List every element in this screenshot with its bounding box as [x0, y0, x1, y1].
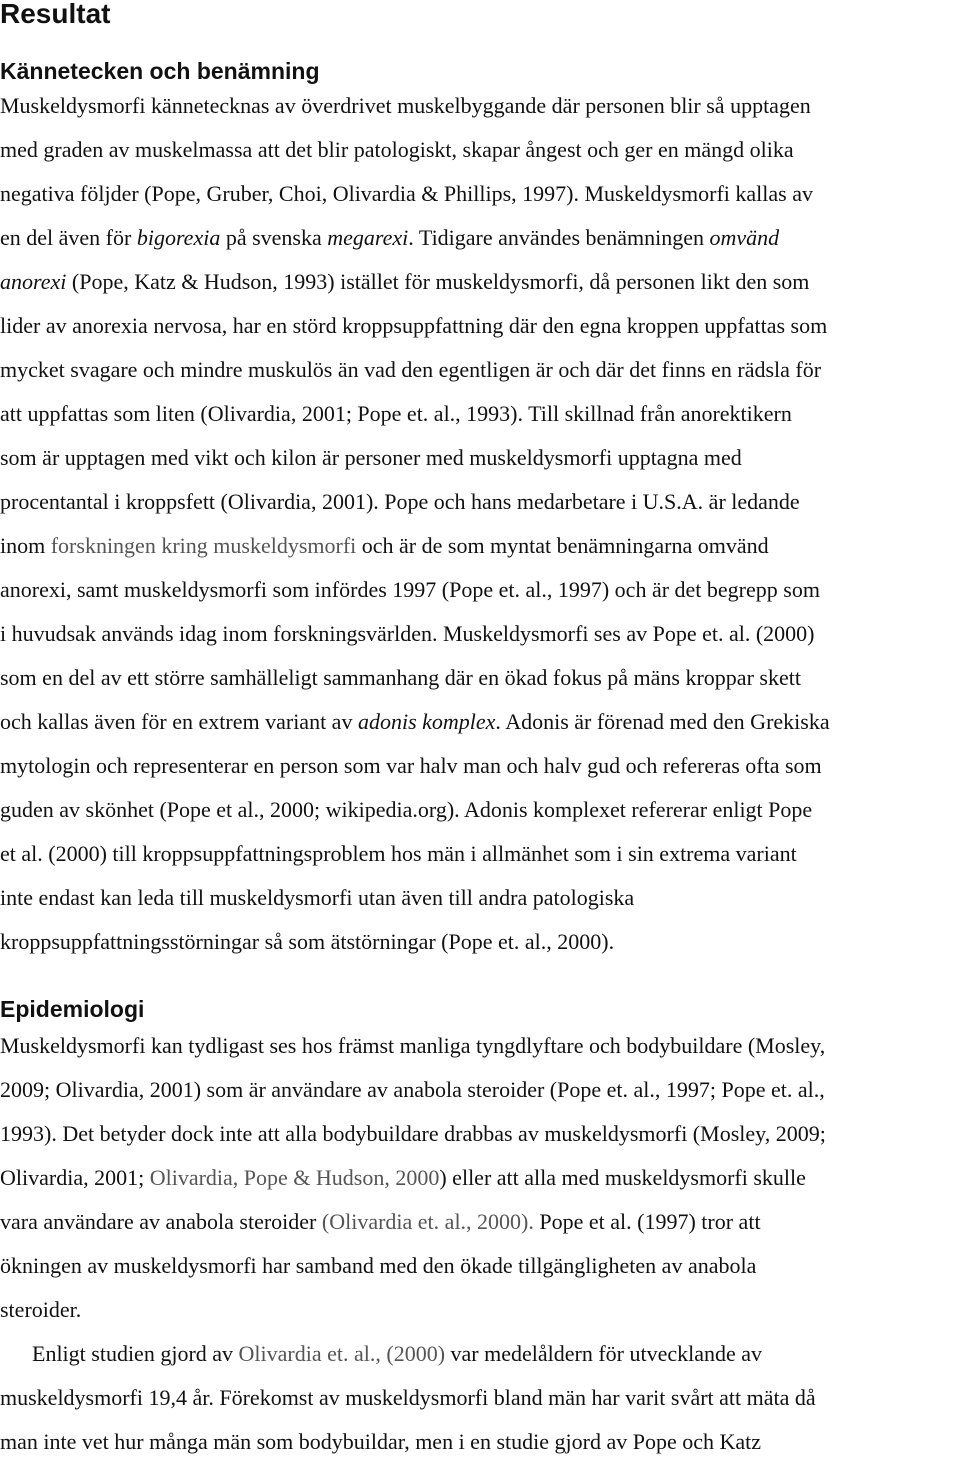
- text-line: [0, 1068, 960, 1112]
- text-line: [0, 1376, 960, 1420]
- text-line: [0, 1244, 960, 1288]
- citation-text: Olivardia, Pope & Hudson, 2000: [149, 1165, 440, 1190]
- text-line: [0, 1420, 960, 1464]
- text-line: [0, 480, 960, 524]
- text-run: att uppfattas som liten (Olivardia, 2001; Pope et. al., 1993). Till skillnad från anorektikern: [0, 401, 792, 426]
- page-title: Resultat: [0, 0, 111, 29]
- text-run: et al. (2000) till kroppsuppfattningsproblem hos män i allmänhet som i sin extrema variant: [0, 841, 797, 866]
- text-run: vara användare av anabola steroider: [0, 1209, 322, 1234]
- text-line: [0, 1200, 960, 1244]
- text-line: [0, 876, 960, 920]
- text-run: kroppsuppfattningsstörningar så som ätstörningar (Pope et. al., 2000).: [0, 929, 615, 954]
- text-run: och är de som myntat benämningarna omvänd: [356, 533, 769, 558]
- text-line: [0, 436, 960, 480]
- text-run: och kallas även för en extrem variant av: [0, 709, 358, 734]
- text-run: . Adonis är förenad med den Grekiska: [495, 709, 830, 734]
- italic-term: megarexi: [327, 225, 409, 250]
- text-run: som är upptagen med vikt och kilon är personer med muskeldysmorfi upptagna med: [0, 445, 742, 470]
- paragraph-epidemiologi: [0, 1024, 960, 1464]
- text-run: man inte vet hur många män som bodybuildar, men i en studie gjord av Pope och Katz: [0, 1429, 761, 1454]
- text-run: 1993). Det betyder dock inte att alla bodybuildare drabbas av muskeldysmorfi (Mosley, 2009;: [0, 1121, 826, 1146]
- text-run: . Tidigare användes benämningen: [408, 225, 710, 250]
- text-run: ) eller att alla med muskeldysmorfi skulle: [439, 1165, 806, 1190]
- section-heading-kannetecken: Kännetecken och benämning: [0, 58, 320, 84]
- text-run: (Pope, Katz & Hudson, 1993) istället för muskeldysmorfi, då personen likt den som: [66, 269, 810, 294]
- text-run: guden av skönhet (Pope et al., 2000; wikipedia.org). Adonis komplexet refererar enligt Pope: [0, 797, 813, 822]
- text-run: i huvudsak används idag inom forskningsvärlden. Muskeldysmorfi ses av Pope et. al. (2000): [0, 621, 815, 646]
- text-run: 2009; Olivardia, 2001) som är användare av anabola steroider (Pope et. al., 1997; Pope et. al.,: [0, 1077, 825, 1102]
- text-run: på svenska: [220, 225, 328, 250]
- text-line: [0, 744, 960, 788]
- text-run: anorexi, samt muskeldysmorfi som infördes 1997 (Pope et. al., 1997) och är det begrepp som: [0, 577, 820, 602]
- text-run: lider av anorexia nervosa, har en störd kroppsuppfattning där den egna kroppen uppfattas som: [0, 313, 828, 338]
- text-line: [0, 612, 960, 656]
- text-run: inte endast kan leda till muskeldysmorfi utan även till andra patologiska: [0, 885, 635, 910]
- text-run: mytologin och representerar en person som var halv man och halv gud och refereras ofta som: [0, 753, 822, 778]
- text-run: steroider.: [0, 1297, 82, 1322]
- text-run: en del även för: [0, 225, 137, 250]
- italic-term: bigorexia: [136, 225, 221, 250]
- section-heading-epidemiologi: Epidemiologi: [0, 996, 145, 1022]
- text-run: med graden av muskelmassa att det blir patologiskt, skapar ångest och ger en mängd olika: [0, 137, 794, 162]
- text-line: [0, 700, 960, 744]
- text-run: var medelåldern för utvecklande av: [445, 1341, 763, 1366]
- italic-term: adonis komplex: [357, 709, 496, 734]
- paragraph-kannetecken: [0, 84, 960, 964]
- text-line: [0, 920, 960, 964]
- text-line: [0, 172, 960, 216]
- italic-term: omvänd: [709, 225, 780, 250]
- text-run: mycket svagare och mindre muskulös än vad den egentligen är och där det finns en rädsla för: [0, 357, 822, 382]
- text-run: ökningen av muskeldysmorfi har samband med den ökade tillgängligheten av anabola: [0, 1253, 757, 1278]
- text-line: [0, 1332, 960, 1376]
- text-line: [0, 656, 960, 700]
- citation-text: (Olivardia et. al., 2000).: [321, 1209, 534, 1234]
- text-line: [0, 1288, 960, 1332]
- text-run: Olivardia, 2001;: [0, 1165, 150, 1190]
- text-line: [0, 392, 960, 436]
- text-line: [0, 832, 960, 876]
- citation-text: Olivardia et. al., (2000): [238, 1341, 446, 1366]
- text-run: Enligt studien gjord av: [32, 1341, 239, 1366]
- citation-text: forskningen kring muskeldysmorfi: [50, 533, 357, 558]
- text-run: Pope et al. (1997) tror att: [533, 1209, 761, 1234]
- text-run: Muskeldysmorfi kan tydligast ses hos främst manliga tyngdlyftare och bodybuildare (Mosley,: [0, 1033, 826, 1058]
- text-line: [0, 788, 960, 832]
- text-line: [0, 260, 960, 304]
- text-line: [0, 348, 960, 392]
- text-line: [0, 1024, 960, 1068]
- text-run: som en del av ett större samhälleligt sammanhang där en ökad fokus på mäns kroppar skett: [0, 665, 801, 690]
- text-run: Muskeldysmorfi kännetecknas av överdrivet muskelbyggande där personen blir så upptagen: [0, 93, 811, 118]
- text-run: negativa följder (Pope, Gruber, Choi, Olivardia & Phillips, 1997). Muskeldysmorfi kallas av: [0, 181, 813, 206]
- text-line: [0, 1156, 960, 1200]
- text-run: procentantal i kroppsfett (Olivardia, 2001). Pope och hans medarbetare i U.S.A. är ledande: [0, 489, 800, 514]
- text-line: [0, 216, 960, 260]
- text-line: [0, 304, 960, 348]
- text-line: [0, 524, 960, 568]
- text-line: [0, 568, 960, 612]
- text-line: [0, 84, 960, 128]
- text-run: muskeldysmorfi 19,4 år. Förekomst av muskeldysmorfi bland män har varit svårt att mäta då: [0, 1385, 816, 1410]
- text-run: inom: [0, 533, 51, 558]
- text-line: [0, 128, 960, 172]
- italic-term: anorexi: [0, 269, 67, 294]
- text-line: [0, 1112, 960, 1156]
